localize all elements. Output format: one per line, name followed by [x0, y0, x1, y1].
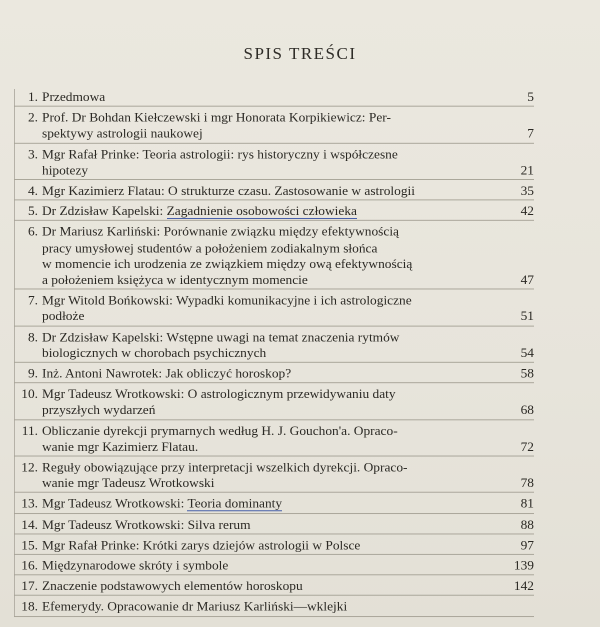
toc-entry-number: 10.	[21, 387, 38, 402]
toc-entry	[14, 517, 534, 533]
toc-entry	[14, 558, 534, 574]
entry-separator-rule	[14, 142, 534, 143]
toc-entry-line: Mgr Tadeusz Wrotkowski: O astrologicznym przewidywaniu daty	[42, 387, 396, 402]
toc-entry-line: Reguły obowiązujące przy interpretacji wszelkich dyrekcji. Opraco-	[42, 460, 408, 475]
toc-entry-number: 17.	[21, 579, 38, 594]
table-of-contents	[14, 89, 534, 617]
toc-entry-page-number: 68	[520, 403, 534, 418]
toc-entry-page-number: 42	[520, 204, 534, 219]
toc-entry-page-number: 58	[520, 366, 534, 381]
entry-separator-rule	[14, 382, 534, 383]
entry-separator-rule	[14, 220, 534, 221]
toc-entry-page-number: 7	[527, 126, 534, 141]
toc-entry	[14, 599, 534, 615]
toc-entry-number: 7.	[27, 293, 38, 308]
toc-entry-text	[42, 366, 534, 382]
entry-separator-rule	[14, 595, 534, 596]
toc-entry-line: Mgr Tadeusz Wrotkowski: Silva rerum	[42, 517, 251, 532]
toc-entry-author: Dr Zdzisław Kapelski:	[42, 204, 167, 219]
toc-entry-line: pracy umysłowej studentów a położeniem zodiakalnym słońca	[42, 240, 378, 255]
toc-entry-line	[42, 496, 534, 512]
toc-entry-page-number: 51	[520, 309, 534, 324]
toc-entry-line: Znaczenie podstawowych elementów horoskopu	[42, 579, 303, 594]
entry-separator-rule	[14, 616, 534, 617]
toc-entry-number: 2.	[27, 110, 38, 125]
toc-entry	[14, 329, 534, 361]
toc-entry-text	[42, 203, 534, 219]
toc-entry-page-number: 88	[520, 517, 534, 532]
toc-entry-line: wanie mgr Tadeusz Wrotkowski	[42, 476, 215, 491]
toc-entry-number: 14.	[21, 517, 38, 532]
toc-entry-page-number: 72	[520, 439, 534, 454]
toc-entry-line: biologicznych w chorobach psychicznych	[42, 345, 267, 360]
toc-entry-line: Mgr Rafał Prinke: Krótki zarys dziejów astrologii w Polsce	[42, 538, 361, 552]
toc-entry-number: 5.	[27, 204, 38, 219]
toc-entry-number: 13.	[21, 496, 38, 511]
toc-entry-text	[42, 496, 534, 512]
toc-entry-text	[42, 386, 534, 418]
toc-entry-line: Obliczanie dyrekcji prymarnych według H. J. Gouchon'a. Opraco-	[42, 423, 398, 438]
toc-entry-page-number: 78	[520, 476, 534, 491]
toc-entry-line: w momencie ich urodzenia ze związkiem między ową efektywnością	[42, 256, 413, 271]
toc-entry-line: wanie mgr Kazimierz Flatau.	[42, 439, 199, 454]
toc-entry-number: 12.	[21, 460, 38, 475]
entry-separator-rule	[14, 575, 534, 576]
entry-separator-rule	[14, 200, 534, 201]
toc-entry-line: przyszłych wydarzeń	[42, 403, 156, 418]
toc-entry-line: Międzynarodowe skróty i symbole	[42, 558, 229, 573]
entry-separator-rule	[14, 179, 534, 180]
toc-entry-page-number: 35	[520, 183, 534, 198]
entry-separator-rule	[14, 325, 534, 326]
toc-entry-line	[42, 203, 534, 219]
entry-separator-rule	[14, 106, 534, 107]
toc-entry-page-number: 21	[520, 163, 534, 177]
toc-entry	[14, 423, 534, 455]
toc-entry	[14, 366, 534, 382]
toc-entry-line: Prof. Dr Bohdan Kiełczewski i mgr Honorata Korpikiewicz: Per-	[42, 110, 391, 125]
toc-entry-page-number: 47	[520, 272, 534, 287]
toc-entry-line: podłoże	[42, 309, 85, 324]
page-title: SPIS TREŚCI	[243, 44, 357, 63]
toc-entry-line: Inż. Antoni Nawrotek: Jak obliczyć horoskop?	[42, 366, 292, 381]
entry-separator-rule	[14, 492, 534, 493]
toc-entry-text	[42, 423, 534, 455]
toc-entry-page-number: 142	[513, 579, 534, 594]
toc-entry-text	[42, 558, 534, 574]
toc-entry-number: 16.	[21, 558, 38, 573]
toc-entry-text	[42, 224, 534, 288]
toc-entry-line: Dr Zdzisław Kapelski: Wstępne uwagi na temat znaczenia rytmów	[42, 329, 400, 344]
toc-entry-number: 15.	[21, 538, 38, 552]
pen-underlined-title: Teoria dominanty	[187, 496, 283, 511]
toc-entry-line: a położeniem księżyca w identycznym momencie	[42, 272, 308, 287]
toc-entry-line: Dr Mariusz Karliński: Porównanie związku między efektywnością	[42, 224, 399, 239]
toc-entry-text	[42, 146, 534, 178]
toc-entry-text	[42, 599, 534, 615]
toc-entry-line: hipotezy	[42, 163, 89, 177]
toc-entry-number: 6.	[27, 224, 38, 239]
entry-separator-rule	[14, 289, 534, 290]
toc-entry	[14, 578, 534, 594]
toc-entry-page-number: 5	[527, 89, 534, 104]
pen-underlined-title: Zagadnienie osobowości człowieka	[166, 204, 357, 219]
toc-entry	[14, 89, 534, 105]
toc-entry-number: 18.	[21, 599, 38, 614]
toc-entry-line: Przedmowa	[42, 89, 106, 104]
toc-entry	[14, 459, 534, 491]
toc-entry-number: 1.	[27, 89, 38, 104]
entry-separator-rule	[14, 513, 534, 514]
toc-entry-page-number: 139	[513, 558, 534, 573]
entry-separator-rule	[14, 456, 534, 457]
toc-entry	[14, 224, 534, 288]
toc-entry-number: 9.	[27, 366, 38, 381]
toc-entry-page-number: 81	[520, 496, 534, 511]
toc-entry-text	[42, 517, 534, 533]
toc-entry	[14, 110, 534, 142]
toc-entry-number: 8.	[27, 329, 38, 344]
toc-entry-text	[42, 183, 534, 199]
toc-entry-text	[42, 329, 534, 361]
entry-separator-rule	[14, 362, 534, 363]
entry-separator-rule	[14, 554, 534, 555]
toc-entry-line: Efemerydy. Opracowanie dr Mariusz Karliński—wklejki	[42, 599, 348, 614]
entry-separator-rule	[14, 419, 534, 420]
toc-entry	[14, 292, 534, 324]
toc-entry	[14, 203, 534, 219]
toc-entry-text	[42, 89, 534, 105]
toc-entry	[14, 496, 534, 512]
toc-entry-text	[42, 292, 534, 324]
toc-entry-text	[42, 110, 534, 142]
toc-entry-author: Mgr Tadeusz Wrotkowski:	[42, 496, 188, 511]
toc-entry-number: 3.	[27, 147, 38, 162]
toc-entry-line: Mgr Kazimierz Flatau: O strukturze czasu. Zastosowanie w astrologii	[42, 183, 415, 198]
toc-entry-line: spektywy astrologii naukowej	[42, 126, 203, 141]
toc-entry	[14, 183, 534, 199]
toc-entry-number: 11.	[21, 423, 38, 438]
toc-entry-line: Mgr Witold Bońkowski: Wypadki komunikacyjne i ich astrologiczne	[42, 293, 412, 308]
toc-entry-number: 4.	[27, 183, 38, 198]
toc-entry-text	[42, 578, 534, 594]
entry-separator-rule	[14, 533, 534, 534]
toc-entry-page-number: 97	[520, 538, 534, 552]
toc-entry-text	[42, 459, 534, 491]
toc-entry	[14, 537, 534, 553]
toc-entry-text	[42, 537, 534, 553]
toc-entry	[14, 386, 534, 418]
toc-entry	[14, 146, 534, 178]
toc-entry-page-number: 54	[520, 345, 534, 360]
toc-entry-line: Mgr Rafał Prinke: Teoria astrologii: rys historyczny i współczesne	[42, 147, 398, 162]
